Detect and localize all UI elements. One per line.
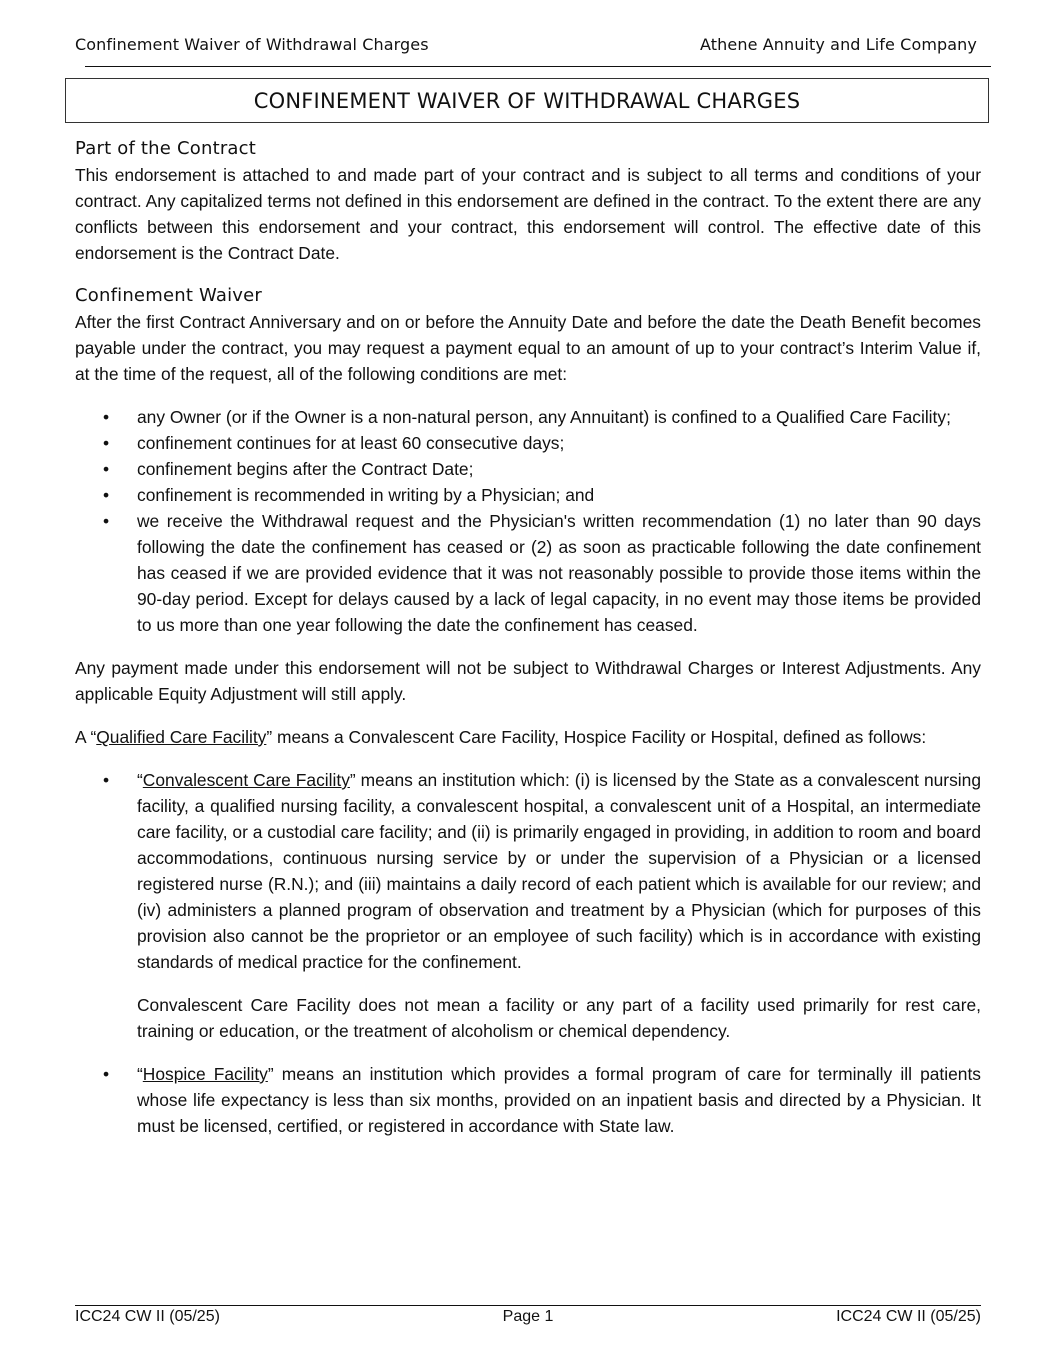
footer-divider	[75, 1305, 981, 1306]
payment-note-paragraph: Any payment made under this endorsement will not be subject to Withdrawal Charges or Interest Adjustments. Any applicable Equity Adjustment will still apply.	[75, 658, 981, 704]
condition-item	[75, 508, 981, 638]
defined-term-hospice-facility: Hospice Facility	[142, 1064, 268, 1084]
condition-text: we receive the Withdrawal request and the Physician's written recommendation (1) no later than 90 days following the date the confinement has ceased or (2) as soon as practicable following the date confinement has ceased if we are provided evidence that it was not reasonably possible to provide those items within the 90-day period. Except for delays caused by a lack of legal capacity, in no event may those items be provided to us more than one year following the date the confinement has ceased.	[137, 511, 981, 635]
condition-item	[75, 404, 981, 430]
bullet-icon: •	[103, 433, 110, 453]
definition-text: ” means an institution which provides a formal program of care for terminally ill patients whose life expectancy is less than six months, provided on an inpatient basis and directed by a Physician. It must be licensed, certified, or registered in accordance with State law.	[137, 1064, 981, 1136]
condition-text: confinement is recommended in writing by a Physician; and	[137, 485, 595, 505]
defined-term-qualified-care-facility: Qualified Care Facility	[96, 727, 267, 747]
bullet-icon: •	[103, 485, 110, 505]
condition-item	[75, 482, 981, 508]
bullet-icon: •	[103, 511, 110, 531]
bullet-icon: •	[103, 407, 110, 427]
condition-text: any Owner (or if the Owner is a non-natural person, any Annuitant) is confined to a Qualified Care Facility;	[137, 407, 951, 427]
bullet-icon: •	[103, 459, 110, 479]
definition-text: ” means a Convalescent Care Facility, Hospice Facility or Hospital, defined as follows:	[266, 727, 927, 747]
document-title: CONFINEMENT WAIVER OF WITHDRAWAL CHARGES	[65, 78, 989, 123]
header-document-name: Confinement Waiver of Withdrawal Charges	[75, 35, 429, 54]
condition-item	[75, 456, 981, 482]
bullet-icon: •	[103, 770, 110, 790]
header-company-name: Athene Annuity and Life Company	[700, 35, 977, 54]
bullet-icon: •	[103, 1064, 110, 1084]
definitions-list-continued	[75, 1061, 981, 1139]
confinement-waiver-intro: After the first Contract Anniversary and on or before the Annuity Date and before the date the Death Benefit becomes payable under the contract, you may request a payment equal to an amount of up to your contract’s Interim Value if, at the time of the request, all of the following conditions are met:	[75, 312, 981, 384]
defined-term-convalescent-care-facility: Convalescent Care Facility	[142, 770, 350, 790]
condition-text: confinement continues for at least 60 consecutive days;	[137, 433, 565, 453]
document-body	[75, 136, 981, 1139]
footer-form-number-right: ICC24 CW II (05/25)	[836, 1308, 981, 1325]
open-quote: “	[137, 770, 143, 790]
definition-prefix: A “	[75, 727, 97, 747]
definition-text: ” means an institution which: (i) is licensed by the State as a convalescent nursing facility, a qualified nursing facility, a convalescent hospital, a convalescent unit of a Hospital, an intermediate care facility, or a custodial care facility; and (ii) is primarily engaged in providing, in addition to room and board accommodations, continuous nursing service by or under the supervision of a Physician or a licensed registered nurse (R.N.); and (iii) maintains a daily record of each patient which is available for our review; and (iv) administers a planned program of observation and treatment by a Physician (which for purposes of this provision also cannot be the proprietor or an employee of such facility) which is in accordance with existing standards of medical practice for the confinement.	[137, 770, 982, 972]
open-quote: “	[137, 1064, 143, 1084]
section-confinement-waiver	[75, 283, 981, 1139]
condition-item	[75, 430, 981, 456]
definition-item-convalescent-care-facility	[75, 767, 981, 975]
condition-text: confinement begins after the Contract Date;	[137, 459, 474, 479]
conditions-list	[75, 404, 981, 638]
section-heading-confinement-waiver: Confinement Waiver	[75, 285, 263, 306]
definitions-list	[75, 767, 981, 975]
page-footer	[75, 1308, 981, 1330]
section-part-of-contract	[75, 136, 981, 266]
part-of-contract-paragraph: This endorsement is attached to and made part of your contract and is subject to all terms and conditions of your contract. Any capitalized terms not defined in this endorsement are defined in the contract. To the extent there are any conflicts between this endorsement and your contract, this endorsement will control. The effective date of this endorsement is the Contract Date.	[75, 165, 981, 263]
header-divider	[85, 66, 991, 67]
page-header	[75, 35, 977, 57]
section-heading-part-of-contract: Part of the Contract	[75, 138, 257, 159]
footer-form-number-left: ICC24 CW II (05/25)	[75, 1308, 220, 1325]
qualified-care-facility-definition	[75, 724, 981, 750]
footer-page-number: Page 1	[502, 1308, 554, 1325]
definition-item-hospice-facility	[75, 1061, 981, 1139]
convalescent-care-facility-exclusion-note: Convalescent Care Facility does not mean a facility or any part of a facility used primarily for rest care, training or education, or the treatment of alcoholism or chemical dependency.	[137, 995, 981, 1041]
